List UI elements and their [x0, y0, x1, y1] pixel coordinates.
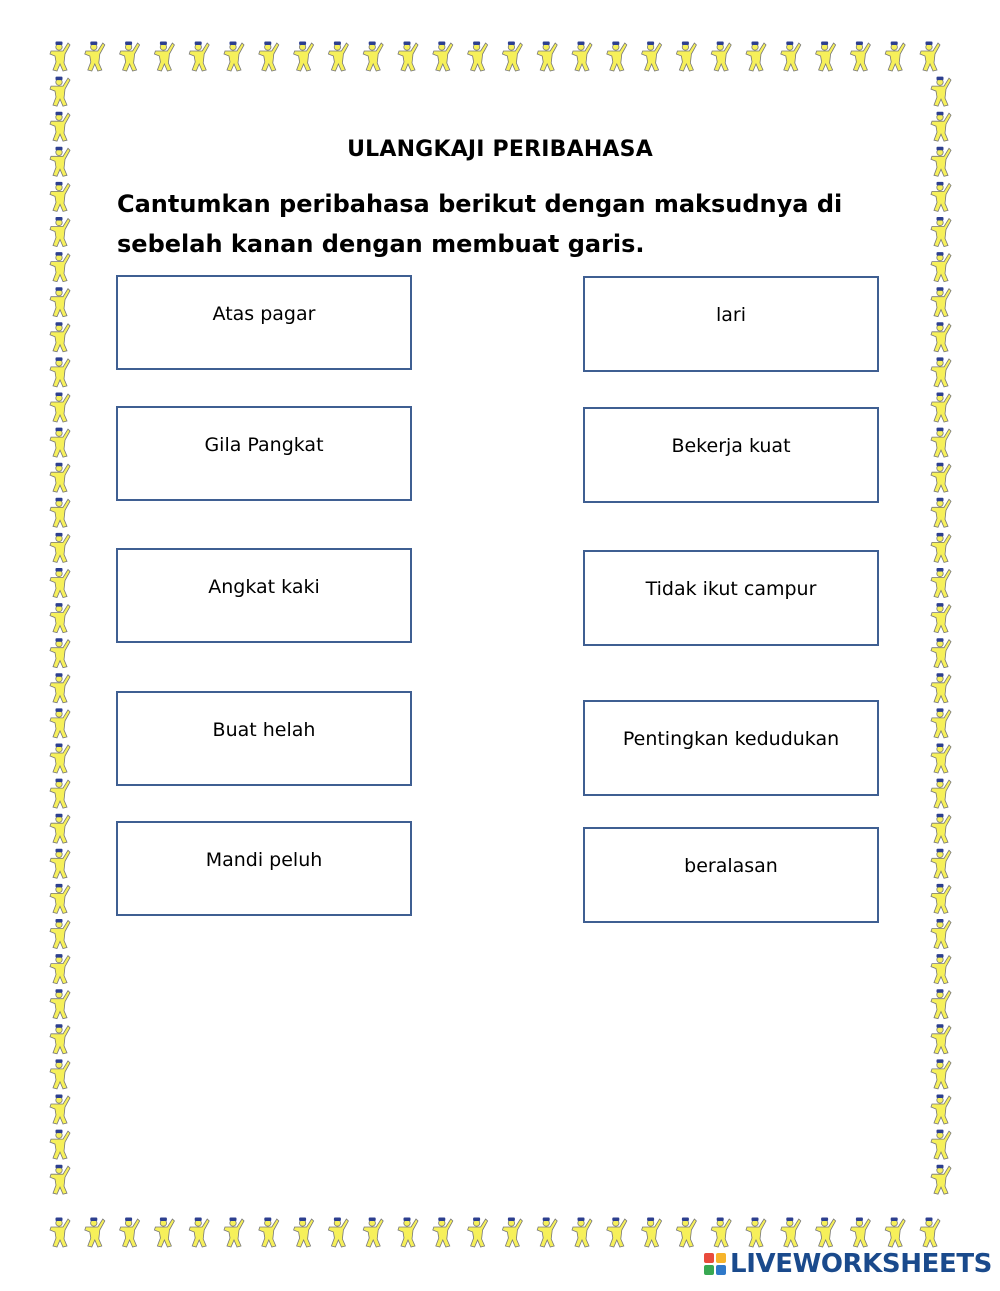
cheering-figure-icon	[154, 42, 174, 72]
cheering-figure-icon	[50, 42, 70, 72]
cheering-figure-icon	[642, 42, 662, 72]
cheering-figure-icon	[50, 1165, 70, 1195]
cheering-figure-icon	[931, 498, 951, 528]
cheering-figure-icon	[363, 42, 383, 72]
cheering-figure-icon	[50, 252, 70, 282]
cheering-figure-icon	[50, 357, 70, 387]
meaning-label: Pentingkan kedudukan	[622, 728, 840, 750]
cheering-figure-icon	[920, 1218, 940, 1248]
page-title: ULANGKAJI PERIBAHASA	[347, 137, 653, 162]
cheering-figure-icon	[931, 1059, 951, 1089]
cheering-figure-icon	[50, 498, 70, 528]
cheering-figure-icon	[711, 42, 731, 72]
meaning-label: Tidak ikut campur	[645, 578, 817, 600]
cheering-figure-icon	[781, 1218, 801, 1248]
cheering-figure-icon	[50, 428, 70, 458]
cheering-figure-icon	[885, 42, 905, 72]
cheering-figure-icon	[50, 322, 70, 352]
cheering-figure-icon	[398, 1218, 418, 1248]
logo-blocks-icon	[704, 1253, 726, 1275]
proverb-label: Buat helah	[212, 719, 316, 741]
cheering-figure-icon	[398, 42, 418, 72]
cheering-figure-icon	[931, 252, 951, 282]
cheering-figure-icon	[931, 287, 951, 317]
cheering-figure-icon	[931, 814, 951, 844]
cheering-figure-icon	[50, 533, 70, 563]
cheering-figure-icon	[931, 182, 951, 212]
proverb-box-3[interactable]	[116, 548, 412, 643]
cheering-figure-icon	[931, 919, 951, 949]
meaning-box-2[interactable]	[583, 407, 879, 503]
cheering-figure-icon	[816, 1218, 836, 1248]
cheering-figure-icon	[931, 1165, 951, 1195]
cheering-figure-icon	[50, 884, 70, 914]
proverb-box-2[interactable]	[116, 406, 412, 501]
cheering-figure-icon	[931, 1130, 951, 1160]
cheering-figure-icon	[363, 1218, 383, 1248]
cheering-figure-icon	[931, 533, 951, 563]
meaning-label: lari	[715, 304, 746, 326]
cheering-figure-icon	[50, 919, 70, 949]
cheering-figure-icon	[189, 42, 209, 72]
cheering-figure-icon	[931, 744, 951, 774]
cheering-figure-icon	[120, 1218, 140, 1248]
cheering-figure-icon	[931, 1024, 951, 1054]
cheering-figure-icon	[154, 1218, 174, 1248]
cheering-figure-icon	[607, 1218, 627, 1248]
meaning-box-3[interactable]	[583, 550, 879, 646]
cheering-figure-icon	[50, 1218, 70, 1248]
cheering-figure-icon	[50, 744, 70, 774]
cheering-figure-icon	[502, 42, 522, 72]
cheering-figure-icon	[50, 1059, 70, 1089]
cheering-figure-icon	[468, 1218, 488, 1248]
cheering-figure-icon	[468, 42, 488, 72]
cheering-figure-icon	[931, 568, 951, 598]
instruction-text: Cantumkan peribahasa berikut dengan maksudnya di sebelah kanan dengan membuat garis.	[117, 190, 843, 258]
proverb-label: Angkat kaki	[208, 576, 320, 598]
proverb-label: Gila Pangkat	[204, 434, 324, 456]
cheering-figure-icon	[50, 77, 70, 107]
cheering-figure-icon	[50, 182, 70, 212]
cheering-figure-icon	[50, 673, 70, 703]
cheering-figure-icon	[572, 1218, 592, 1248]
logo-text: LIVEWORKSHEETS	[730, 1249, 992, 1279]
cheering-figure-icon	[50, 603, 70, 633]
cheering-figure-icon	[50, 638, 70, 668]
cheering-figure-icon	[328, 1218, 348, 1248]
cheering-figure-icon	[931, 638, 951, 668]
cheering-figure-icon	[931, 673, 951, 703]
cheering-figure-icon	[50, 814, 70, 844]
meaning-box-1[interactable]	[583, 276, 879, 372]
proverb-box-5[interactable]	[116, 821, 412, 916]
cheering-figure-icon	[850, 1218, 870, 1248]
cheering-figure-icon	[50, 989, 70, 1019]
cheering-figure-icon	[781, 42, 801, 72]
cheering-figure-icon	[607, 42, 627, 72]
cheering-figure-icon	[931, 954, 951, 984]
cheering-figure-icon	[642, 1218, 662, 1248]
cheering-figure-icon	[931, 779, 951, 809]
cheering-figure-icon	[50, 1024, 70, 1054]
meaning-label: Bekerja kuat	[671, 435, 791, 457]
cheering-figure-icon	[85, 42, 105, 72]
cheering-figure-icon	[294, 42, 314, 72]
cheering-figure-icon	[572, 42, 592, 72]
cheering-figure-icon	[816, 42, 836, 72]
cheering-figure-icon	[50, 1130, 70, 1160]
cheering-figure-icon	[50, 568, 70, 598]
cheering-figure-icon	[931, 428, 951, 458]
cheering-figure-icon	[850, 42, 870, 72]
cheering-figure-icon	[931, 884, 951, 914]
cheering-figure-icon	[433, 1218, 453, 1248]
cheering-figure-icon	[50, 393, 70, 423]
meaning-box-4[interactable]	[583, 700, 879, 796]
cheering-figure-icon	[189, 1218, 209, 1248]
meaning-label: beralasan	[684, 855, 778, 877]
cheering-figure-icon	[50, 849, 70, 879]
cheering-figure-icon	[328, 42, 348, 72]
cheering-figure-icon	[50, 217, 70, 247]
cheering-figure-icon	[931, 849, 951, 879]
cheering-figure-icon	[746, 42, 766, 72]
cheering-figure-icon	[676, 1218, 696, 1248]
cheering-figure-icon	[50, 1095, 70, 1125]
proverb-label: Mandi peluh	[205, 849, 323, 871]
cheering-figure-icon	[931, 1095, 951, 1125]
cheering-figure-icon	[50, 463, 70, 493]
cheering-figure-icon	[931, 322, 951, 352]
cheering-figure-icon	[931, 603, 951, 633]
cheering-figure-icon	[224, 42, 244, 72]
proverb-box-1[interactable]	[116, 275, 412, 370]
meaning-box-5[interactable]	[583, 827, 879, 923]
cheering-figure-icon	[50, 287, 70, 317]
proverb-box-4[interactable]	[116, 691, 412, 786]
cheering-figure-icon	[537, 42, 557, 72]
cheering-figure-icon	[920, 42, 940, 72]
cheering-figure-icon	[50, 708, 70, 738]
cheering-figure-icon	[931, 393, 951, 423]
cheering-figure-icon	[931, 77, 951, 107]
cheering-figure-icon	[85, 1218, 105, 1248]
liveworksheets-logo	[704, 1247, 992, 1281]
cheering-figure-icon	[931, 989, 951, 1019]
cheering-figure-icon	[120, 42, 140, 72]
cheering-figure-icon	[931, 357, 951, 387]
cheering-figure-icon	[259, 1218, 279, 1248]
cheering-figure-icon	[50, 779, 70, 809]
cheering-figure-icon	[676, 42, 696, 72]
cheering-figure-icon	[885, 1218, 905, 1248]
proverb-label: Atas pagar	[212, 303, 316, 325]
cheering-figure-icon	[259, 42, 279, 72]
cheering-figure-icon	[224, 1218, 244, 1248]
cheering-figure-icon	[294, 1218, 314, 1248]
cheering-figure-icon	[433, 42, 453, 72]
cheering-figure-icon	[502, 1218, 522, 1248]
cheering-figure-icon	[746, 1218, 766, 1248]
cheering-figure-icon	[931, 708, 951, 738]
cheering-figure-icon	[711, 1218, 731, 1248]
cheering-figure-icon	[931, 217, 951, 247]
cheering-figure-icon	[537, 1218, 557, 1248]
cheering-figure-icon	[931, 463, 951, 493]
cheering-figure-icon	[50, 954, 70, 984]
